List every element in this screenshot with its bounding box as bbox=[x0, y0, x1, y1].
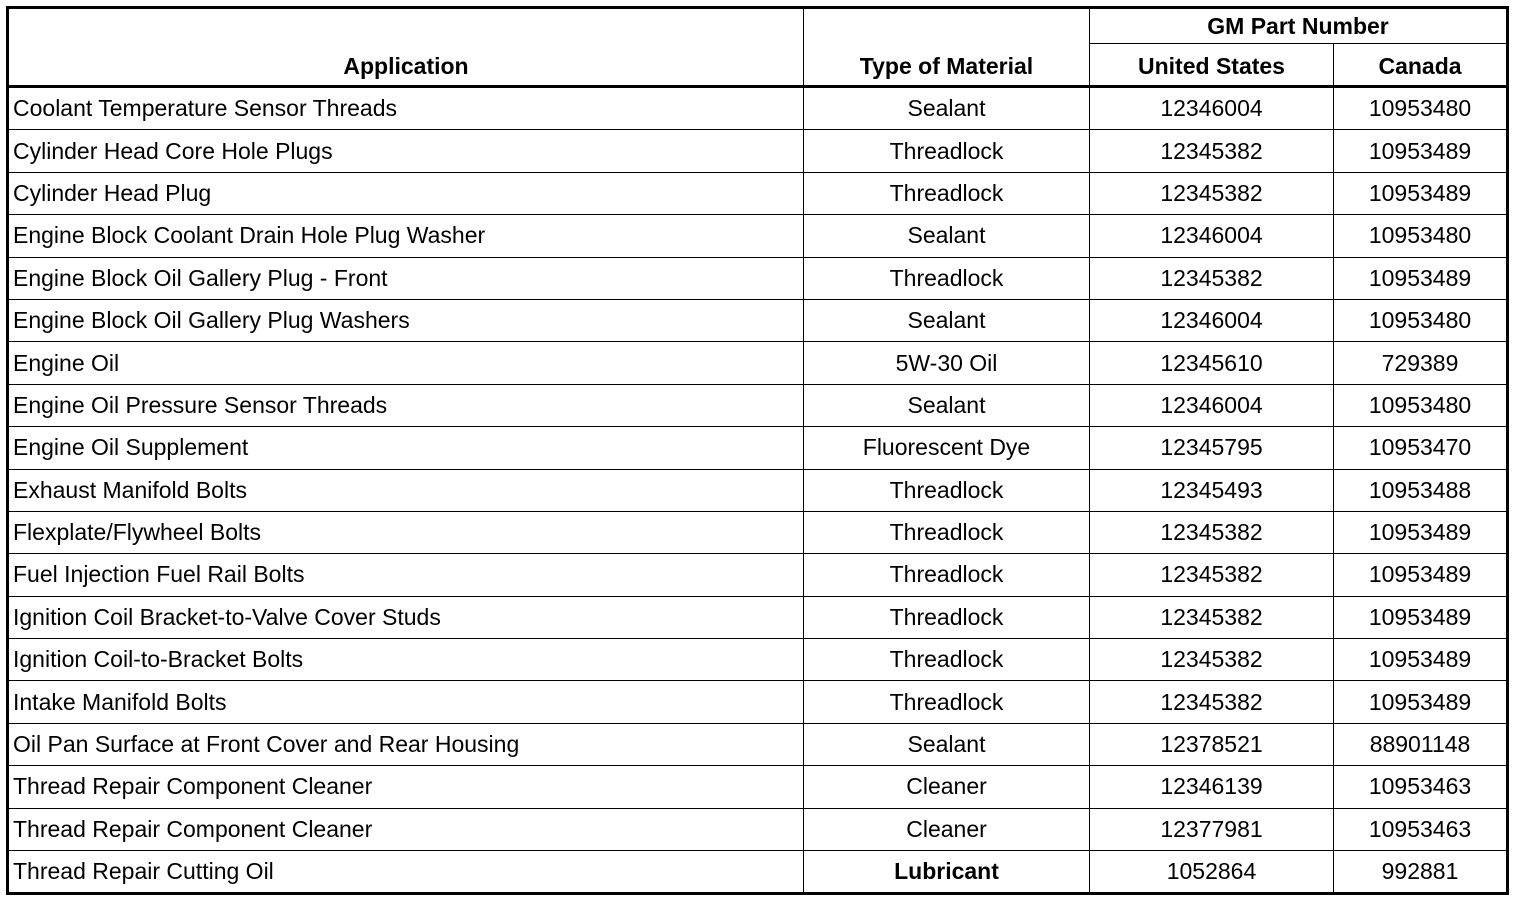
cell-application: Engine Oil Pressure Sensor Threads bbox=[8, 384, 804, 426]
cell-material: Threadlock bbox=[804, 257, 1090, 299]
cell-application: Coolant Temperature Sensor Threads bbox=[8, 87, 804, 130]
cell-canada-part-number: 88901148 bbox=[1334, 723, 1508, 765]
cell-material: 5W-30 Oil bbox=[804, 342, 1090, 384]
cell-us-part-number: 12346004 bbox=[1090, 215, 1334, 257]
cell-material: Fluorescent Dye bbox=[804, 427, 1090, 469]
cell-us-part-number: 12345382 bbox=[1090, 596, 1334, 638]
cell-canada-part-number: 10953489 bbox=[1334, 639, 1508, 681]
cell-us-part-number: 12346004 bbox=[1090, 299, 1334, 341]
cell-material: Cleaner bbox=[804, 808, 1090, 850]
cell-canada-part-number: 10953489 bbox=[1334, 172, 1508, 214]
table-row bbox=[8, 511, 1508, 553]
cell-canada-part-number: 729389 bbox=[1334, 342, 1508, 384]
table-row bbox=[8, 469, 1508, 511]
table-row bbox=[8, 639, 1508, 681]
cell-application: Intake Manifold Bolts bbox=[8, 681, 804, 723]
cell-material: Cleaner bbox=[804, 766, 1090, 808]
table-row bbox=[8, 172, 1508, 214]
cell-material: Sealant bbox=[804, 384, 1090, 426]
cell-material: Threadlock bbox=[804, 639, 1090, 681]
table-row bbox=[8, 384, 1508, 426]
cell-canada-part-number: 10953489 bbox=[1334, 681, 1508, 723]
cell-us-part-number: 12345382 bbox=[1090, 172, 1334, 214]
header-gm-part-number: GM Part Number bbox=[1090, 8, 1508, 44]
cell-canada-part-number: 10953463 bbox=[1334, 808, 1508, 850]
table-row bbox=[8, 596, 1508, 638]
gm-parts-table bbox=[6, 6, 1509, 895]
parts-table-container bbox=[6, 6, 1509, 895]
cell-us-part-number: 1052864 bbox=[1090, 851, 1334, 894]
cell-canada-part-number: 10953489 bbox=[1334, 511, 1508, 553]
cell-material: Threadlock bbox=[804, 130, 1090, 172]
header-type-of-material: Type of Material bbox=[804, 8, 1090, 87]
table-row bbox=[8, 851, 1508, 894]
cell-us-part-number: 12345382 bbox=[1090, 511, 1334, 553]
table-row bbox=[8, 723, 1508, 765]
cell-material: Threadlock bbox=[804, 511, 1090, 553]
cell-us-part-number: 12346004 bbox=[1090, 384, 1334, 426]
cell-canada-part-number: 10953489 bbox=[1334, 130, 1508, 172]
cell-application: Exhaust Manifold Bolts bbox=[8, 469, 804, 511]
header-united-states: United States bbox=[1090, 44, 1334, 87]
cell-canada-part-number: 10953463 bbox=[1334, 766, 1508, 808]
cell-application: Cylinder Head Core Hole Plugs bbox=[8, 130, 804, 172]
cell-application: Fuel Injection Fuel Rail Bolts bbox=[8, 554, 804, 596]
cell-us-part-number: 12345382 bbox=[1090, 130, 1334, 172]
cell-application: Thread Repair Component Cleaner bbox=[8, 808, 804, 850]
cell-us-part-number: 12377981 bbox=[1090, 808, 1334, 850]
cell-material: Threadlock bbox=[804, 681, 1090, 723]
cell-application: Ignition Coil-to-Bracket Bolts bbox=[8, 639, 804, 681]
cell-us-part-number: 12346004 bbox=[1090, 87, 1334, 130]
cell-canada-part-number: 10953480 bbox=[1334, 384, 1508, 426]
cell-canada-part-number: 992881 bbox=[1334, 851, 1508, 894]
cell-application: Engine Block Coolant Drain Hole Plug Washer bbox=[8, 215, 804, 257]
cell-us-part-number: 12346139 bbox=[1090, 766, 1334, 808]
table-row bbox=[8, 808, 1508, 850]
table-row bbox=[8, 215, 1508, 257]
cell-us-part-number: 12345493 bbox=[1090, 469, 1334, 511]
cell-us-part-number: 12345382 bbox=[1090, 639, 1334, 681]
cell-canada-part-number: 10953489 bbox=[1334, 554, 1508, 596]
cell-us-part-number: 12345795 bbox=[1090, 427, 1334, 469]
table-row bbox=[8, 299, 1508, 341]
cell-application: Cylinder Head Plug bbox=[8, 172, 804, 214]
cell-application: Flexplate/Flywheel Bolts bbox=[8, 511, 804, 553]
cell-application: Engine Block Oil Gallery Plug Washers bbox=[8, 299, 804, 341]
cell-application: Ignition Coil Bracket-to-Valve Cover Studs bbox=[8, 596, 804, 638]
cell-application: Engine Block Oil Gallery Plug - Front bbox=[8, 257, 804, 299]
cell-canada-part-number: 10953489 bbox=[1334, 257, 1508, 299]
table-row bbox=[8, 87, 1508, 130]
cell-canada-part-number: 10953480 bbox=[1334, 215, 1508, 257]
table-row bbox=[8, 766, 1508, 808]
cell-material: Sealant bbox=[804, 723, 1090, 765]
cell-canada-part-number: 10953480 bbox=[1334, 87, 1508, 130]
table-body bbox=[8, 87, 1508, 894]
cell-us-part-number: 12345382 bbox=[1090, 554, 1334, 596]
cell-canada-part-number: 10953489 bbox=[1334, 596, 1508, 638]
table-row bbox=[8, 554, 1508, 596]
cell-material: Threadlock bbox=[804, 596, 1090, 638]
cell-application: Engine Oil Supplement bbox=[8, 427, 804, 469]
table-row bbox=[8, 130, 1508, 172]
cell-application: Thread Repair Component Cleaner bbox=[8, 766, 804, 808]
table-row bbox=[8, 427, 1508, 469]
table-row bbox=[8, 342, 1508, 384]
table-row bbox=[8, 681, 1508, 723]
header-canada: Canada bbox=[1334, 44, 1508, 87]
cell-material: Sealant bbox=[804, 299, 1090, 341]
cell-us-part-number: 12345382 bbox=[1090, 257, 1334, 299]
cell-material: Threadlock bbox=[804, 172, 1090, 214]
cell-canada-part-number: 10953480 bbox=[1334, 299, 1508, 341]
cell-application: Engine Oil bbox=[8, 342, 804, 384]
cell-material: Threadlock bbox=[804, 554, 1090, 596]
cell-us-part-number: 12378521 bbox=[1090, 723, 1334, 765]
cell-material: Threadlock bbox=[804, 469, 1090, 511]
header-application: Application bbox=[8, 8, 804, 87]
cell-material: Sealant bbox=[804, 215, 1090, 257]
cell-us-part-number: 12345610 bbox=[1090, 342, 1334, 384]
cell-canada-part-number: 10953470 bbox=[1334, 427, 1508, 469]
table-header bbox=[8, 8, 1508, 87]
table-row bbox=[8, 257, 1508, 299]
cell-application: Oil Pan Surface at Front Cover and Rear Housing bbox=[8, 723, 804, 765]
cell-canada-part-number: 10953488 bbox=[1334, 469, 1508, 511]
cell-material: Sealant bbox=[804, 87, 1090, 130]
cell-material: Lubricant bbox=[804, 851, 1090, 894]
cell-us-part-number: 12345382 bbox=[1090, 681, 1334, 723]
cell-application: Thread Repair Cutting Oil bbox=[8, 851, 804, 894]
